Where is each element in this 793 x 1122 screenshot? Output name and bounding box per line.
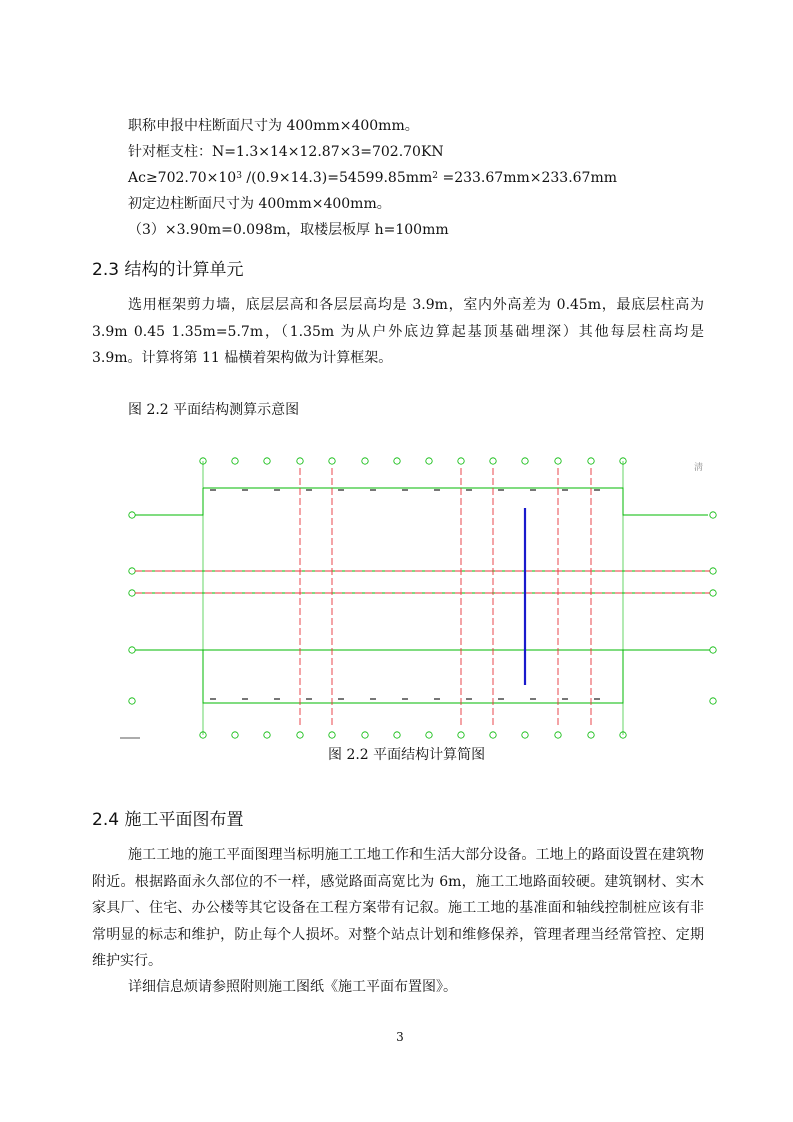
dimension-mark [402, 698, 408, 700]
figure-margin-note: 淸 [694, 463, 704, 473]
figure-title: 图 2.2 平面结构测算示意图 [128, 402, 300, 418]
building-outline [135, 488, 708, 703]
axis-bubble-bottom [458, 732, 464, 738]
axis-bubble-bottom [297, 732, 303, 738]
figure-caption: 图 2.2 平面结构计算简图 [328, 747, 486, 763]
dimension-mark [434, 489, 440, 491]
axis-bubble-bottom [490, 732, 496, 738]
page-number: 3 [396, 1030, 404, 1044]
formula-part-3: =233.67mm×233.67mm [438, 170, 618, 186]
axis-bubble-top [264, 458, 270, 464]
axis-bubble-bottom [426, 732, 432, 738]
axis-bubble-top [394, 458, 400, 464]
axis-bubble-bottom [522, 732, 528, 738]
dimension-mark [530, 698, 536, 700]
axis-bubble-left [129, 698, 135, 704]
line-middle-column-size: 职称申报中柱断面尺寸为 400mm×400mm。 [128, 118, 419, 134]
axis-bubble-right [710, 568, 716, 574]
section-2-3-paragraph: 选用框架剪力墙，底层层高和各层层高均是 3.9m，室内外高差为 0.45m，最底层柱高为 3.9m 0.45 1.35m=5.7m，（1.35m 为从户外底边算起基顶基础埋深）其他每层柱高均是 3.9m。计算将第 11 榀横着架构做为计算框架。 [92, 297, 704, 366]
line-edge-column-size: 初定边柱断面尺寸为 400mm×400mm。 [128, 196, 391, 212]
axis-bubble-right [710, 647, 716, 653]
dimension-mark [530, 489, 536, 491]
axis-bubble-right [710, 698, 716, 704]
section-2-4-paragraph-1: 施工工地的施工平面图理当标明施工工地工作和生活大部分设备。工地上的路面设置在建筑物附近。根据路面永久部位的不一样，感觉路面高宽比为 6m，施工工地路面较硬。建筑钢材、实木家具厂、住宅、办公楼等其它设备在工程方案带有记叙。施工工地的基准面和轴线控制桩应该有非常明显的标志和维护，防止每个人损坏。对整个站点计划和维修保养，管理者理当经常管控、定期维护实行。 [92, 847, 704, 969]
axis-bubble-top [329, 458, 335, 464]
section-heading-2-3: 2.3 结构的计算单元 [92, 260, 244, 280]
dimension-mark [306, 489, 312, 491]
dimension-mark [210, 489, 216, 491]
dimension-mark [338, 489, 344, 491]
dimension-mark [338, 698, 344, 700]
dimension-mark [466, 698, 472, 700]
dimension-mark [274, 698, 280, 700]
formula-exponent-1: 3 [236, 171, 242, 181]
structural-plan-diagram [115, 448, 725, 748]
axis-bubble-right [710, 590, 716, 596]
axis-bubble-left [129, 512, 135, 518]
dimension-mark [210, 698, 216, 700]
axis-bubble-top [426, 458, 432, 464]
axis-bubble-top [362, 458, 368, 464]
axis-bubble-top [232, 458, 238, 464]
axis-bubble-top [555, 458, 561, 464]
axis-bubble-top [588, 458, 594, 464]
dimension-mark [370, 698, 376, 700]
axis-bubble-left [129, 590, 135, 596]
dimension-mark [370, 489, 376, 491]
dimension-mark [402, 489, 408, 491]
dimension-mark [242, 489, 248, 491]
axis-bubble-bottom [362, 732, 368, 738]
formula-exponent-2: 2 [432, 171, 439, 181]
dimension-mark [594, 489, 600, 491]
dimension-mark [466, 489, 472, 491]
formula-part-1: Ac≥702.70×10 [128, 170, 237, 186]
line-frame-column-load: 针对框支柱：N=1.3×14×12.87×3=702.70KN [128, 144, 444, 160]
dimension-mark [594, 698, 600, 700]
dimension-mark [306, 698, 312, 700]
dimension-mark [242, 698, 248, 700]
axis-bubble-bottom [329, 732, 335, 738]
section-heading-2-4: 2.4 施工平面图布置 [92, 810, 244, 830]
axis-bubble-left [129, 568, 135, 574]
dimension-mark [274, 489, 280, 491]
line-slab-thickness: （3）×3.90m=0.098m，取楼层板厚 h=100mm [128, 222, 449, 238]
axis-bubble-bottom [588, 732, 594, 738]
dimension-mark [434, 698, 440, 700]
formula-part-2: /(0.9×14.3)=54599.85mm [241, 170, 433, 186]
axis-bubble-top [522, 458, 528, 464]
dimension-mark [562, 489, 568, 491]
axis-bubble-top [458, 458, 464, 464]
axis-bubble-left [129, 647, 135, 653]
axis-bubble-bottom [232, 732, 238, 738]
axis-bubble-right [710, 512, 716, 518]
dimension-mark [498, 489, 504, 491]
axis-bubble-top [490, 458, 496, 464]
axis-bubble-bottom [555, 732, 561, 738]
axis-bubble-bottom [264, 732, 270, 738]
dimension-mark [498, 698, 504, 700]
dimension-mark [562, 698, 568, 700]
section-2-4-paragraph-2: 详细信息烦请参照附则施工图纸《施工平面布置图》。 [128, 979, 457, 995]
line-area-formula [128, 168, 617, 188]
axis-bubble-bottom [394, 732, 400, 738]
axis-bubble-top [297, 458, 303, 464]
